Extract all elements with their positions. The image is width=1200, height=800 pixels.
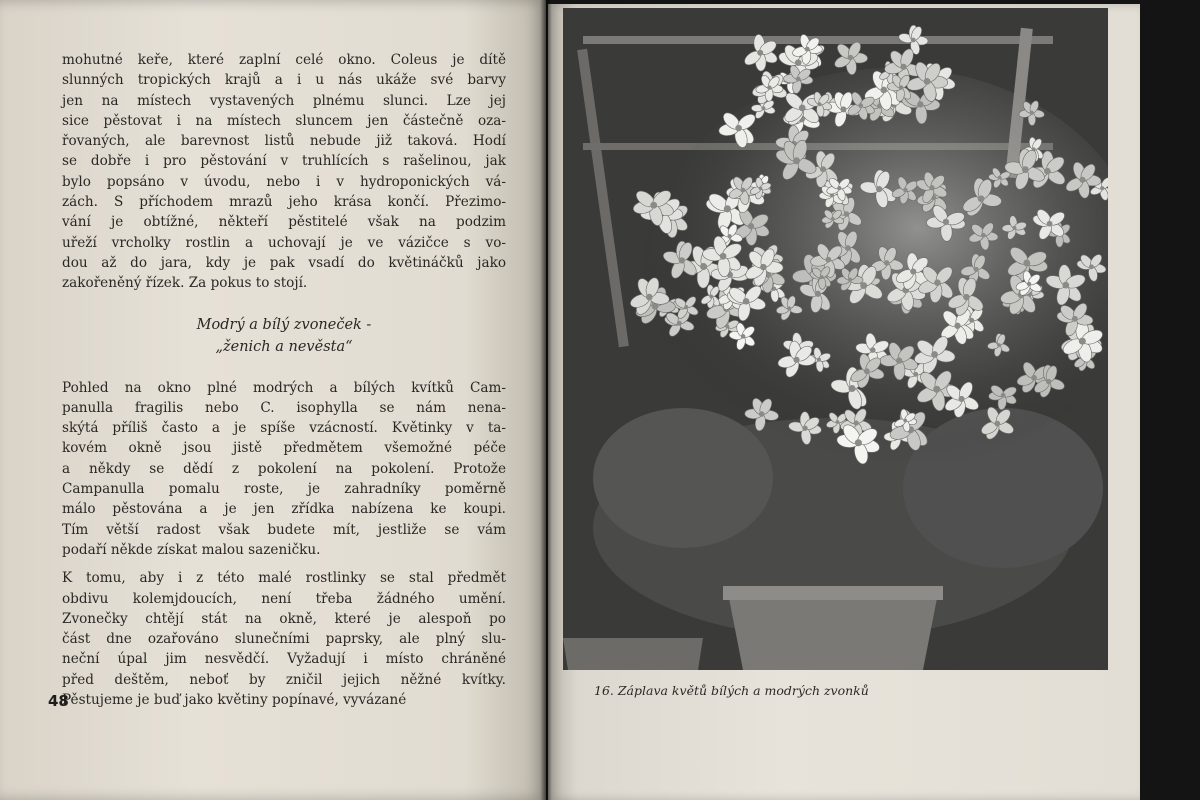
- campanulla-line: a někdy se dědí z pokolení na pokolení. Protože: [62, 460, 506, 477]
- paragraph-care: [62, 568, 506, 710]
- coleus-line: zakořeněný řízek. Za pokus to stojí.: [62, 275, 308, 292]
- coleus-line: se dobře i pro pěstování v truhlících s rašelinou, jak: [62, 153, 506, 170]
- campanulla-line: kovém okně jsou jistě předmětem všemožné péče: [62, 440, 506, 457]
- care-line: Zvonečky chtějí stát na okně, které je alespoň po: [62, 610, 506, 627]
- paragraph-campanulla: [62, 378, 506, 561]
- care-line: obdivu kolemjdoucích, není třeba žádného umění.: [62, 590, 506, 607]
- coleus-line: zách. S příchodem mrazů jeho krása končí. Přezimo-: [62, 194, 506, 211]
- left-page: [0, 0, 546, 800]
- care-line: neční úpal jim nesvědčí. Vyžadují i místo chráněné: [62, 651, 506, 668]
- coleus-line: slunných tropických krajů a i u nás ukáže své barvy: [62, 72, 506, 89]
- care-line: část dne ozařováno slunečními paprsky, ale plný slu-: [62, 631, 506, 648]
- coleus-line: jen na místech vystavených plnému slunci. Lze jej: [62, 92, 506, 109]
- book-gutter: [540, 0, 552, 800]
- campanulla-line: Campanulla pomalu roste, je zahradníky poměrně: [62, 481, 506, 498]
- heading-line-2: „ženich a nevěsta“: [215, 338, 353, 355]
- care-line: Pěstujeme je buď jako květiny popínavé, vyvázané: [62, 692, 407, 709]
- campanulla-line: skýtá příliš často a je spíše vzácností. Květinky v ta-: [62, 420, 506, 437]
- coleus-line: bylo popsáno v úvodu, nebo i v hydroponických vá-: [62, 173, 506, 190]
- campanulla-line: podaří někde získat malou sazeničku.: [62, 541, 321, 558]
- photo-caption: 16. Záplava květů bílých a modrých zvonků: [594, 683, 869, 698]
- paragraph-coleus: [62, 50, 506, 294]
- coleus-line: mohutné keře, které zaplní celé okno. Coleus je dítě: [62, 52, 506, 68]
- coleus-line: řovaných, ale barevnost listů nebude již taková. Hodí: [62, 133, 506, 150]
- campanulla-line: málo pěstována a je jen zřídka nabízena ke koupi.: [62, 501, 506, 518]
- campanulla-line: Pohled na okno plné modrých a bílých kvítků Cam-: [62, 379, 506, 396]
- campanulla-line: Tím větší radost však budete mít, jestliže se vám: [62, 521, 506, 538]
- section-heading: [62, 314, 506, 358]
- care-line: K tomu, aby i z této malé rostlinky se stal předmět: [62, 570, 506, 587]
- campanulla-line: panulla fragilis nebo C. isophylla se nám nena-: [62, 399, 506, 416]
- flower-photo: [563, 8, 1108, 670]
- coleus-line: uřeží vrcholky rostlin a uchovají je ve vázičce s vo-: [62, 234, 506, 251]
- coleus-line: sice pěstovat i na místech sluncem jen částečně oza-: [62, 112, 506, 129]
- coleus-line: vání je obtížné, někteří pěstitelé však na podzim: [62, 214, 506, 231]
- heading-line-1: Modrý a bílý zvoneček -: [196, 316, 372, 333]
- body-text: [62, 50, 506, 710]
- flower-photo-image: [563, 8, 1108, 670]
- page-number: 48: [48, 692, 69, 710]
- care-line: před deštěm, neboť by zničil jejich něžné kvítky.: [62, 671, 506, 688]
- coleus-line: dou až do jara, kdy je pak vsadí do květináčků jako: [62, 254, 506, 271]
